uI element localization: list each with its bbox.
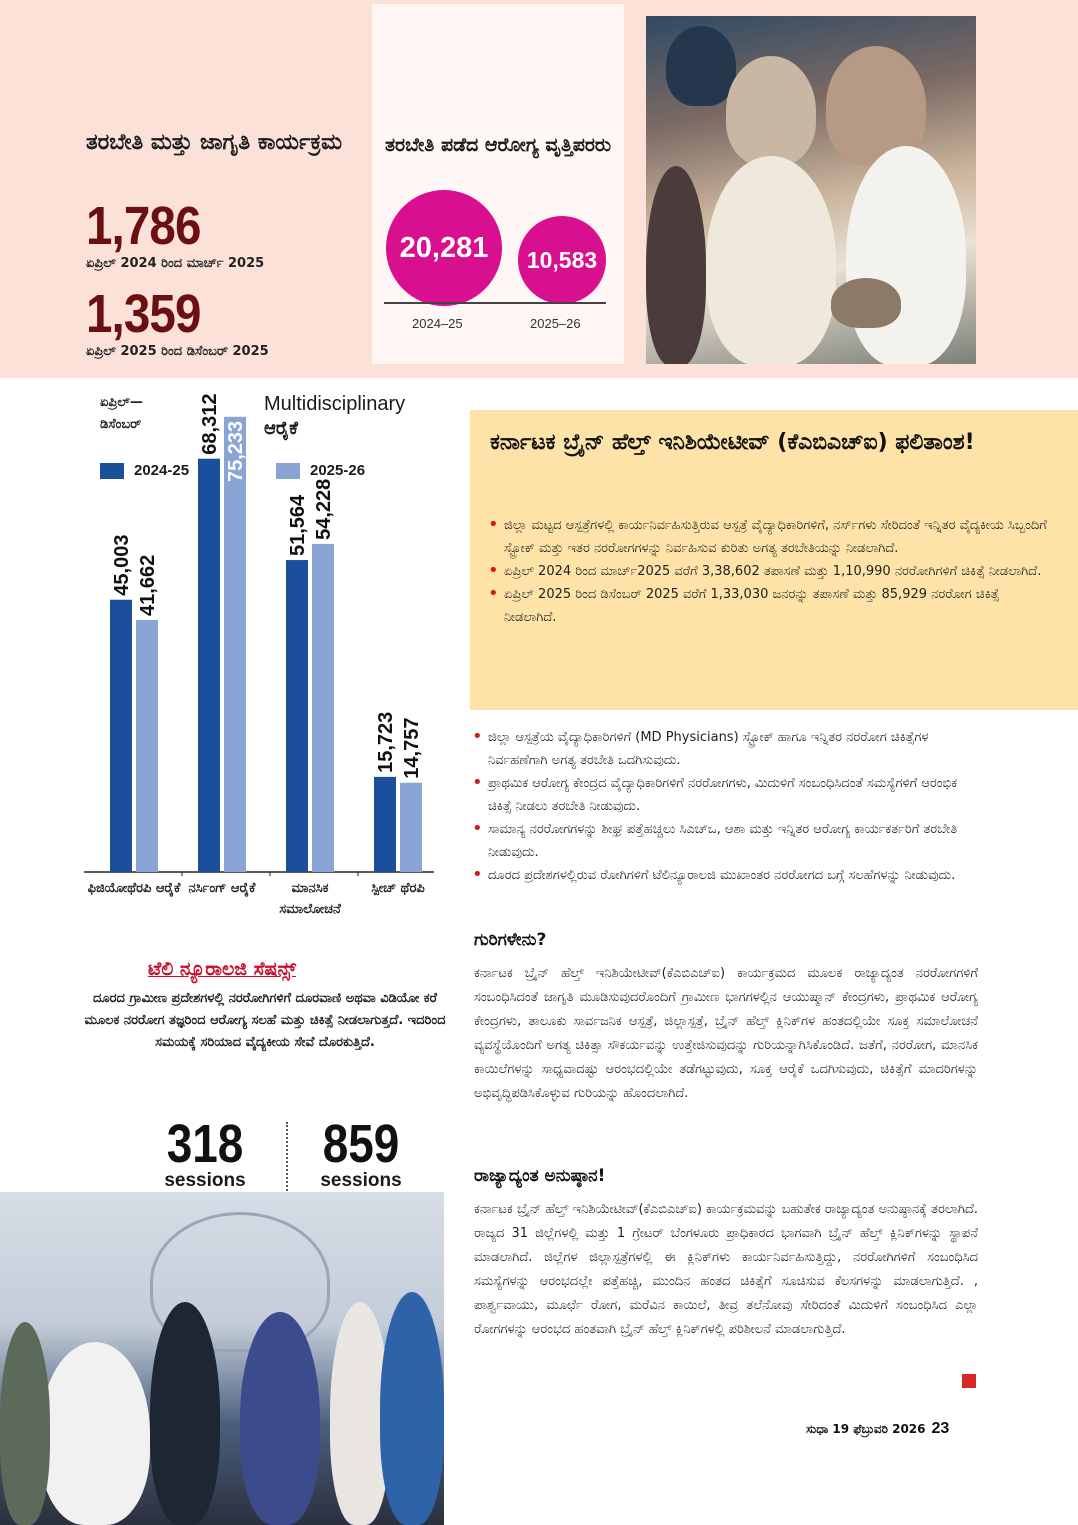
rollout-paragraph: ಕರ್ನಾಟಕ ಬ್ರೈನ್ ಹೆಲ್ತ್ ಇನಿಶಿಯೇಟೀವ್(ಕೆಎಬಿಎಚ್ಐ) ಕಾರ್ಯಕ್ರಮವನ್ನು ಬಹುತೇಕ ರಾಜ್ಯಾದ್ಯಂತ ಅನುಷ್ಠಾನಕ್ಕೆ ತರಲಾಗಿದೆ. ರಾಜ್ಯದ 31 ಜಿಲ್ಲೆಗಳಲ್ಲಿ ಮತ್ತು 1 ಗ್ರೇಟರ್ ಬೆಂಗಳೂರು ಪ್ರಾಧಿಕಾರದ ಭಾಗವಾಗಿ ಬ್ರೈನ್ ಹೆಲ್ತ್ ಕ್ಲಿನಿಕ್‌ಗಳನ್ನು ಸ್ಥಾಪನೆ ಮಾಡಲಾಗಿದೆ. ಜಿಲ್ಲೆಗಳ ಜಿಲ್ಲಾಸ್ಪತ್ರೆಗಳಲ್ಲಿ ಈ ಕ್ಲಿನಿಕ್‌ಗಳು ಕಾರ್ಯನಿರ್ವಹಿಸುತ್ತಿದ್ದು, ನರರೋಗಿಗಳಿಗೆ ಸಂಬಂಧಿಸಿದ ಸಮಸ್ಯೆಗಳನ್ನು ಆರಂಭದಲ್ಲೇ ಪತ್ತೆಹಚ್ಚಿ, ಮುಂದಿನ ಹಂತದ ಚಿಕಿತ್ಸೆಗೆ ಸೂಚಿಸುವ ಕೆಲಸಗಳನ್ನು ಮಾಡಲಾಗುತ್ತಿದೆ. , ಪಾರ್ಶ್ವವಾಯು, ಮೂರ್ಛೆ ರೋಗ, ಮರೆವಿನ ಕಾಯಿಲೆ, ತೀವ್ರ ತಲೆನೋವು ಸೇರಿದಂತೆ ಮಿದುಳಿಗೆ ಸಂಬಂಧಿಸಿದ ಎಲ್ಲಾ ರೋಗಗಳನ್ನು ಆರಂಭದ ಹಂತವಾಗಿ ಬ್ರೈನ್ ಹೆಲ್ತ್ ಕ್ಲಿನಿಕ್‌ಗಳಲ್ಲಿ ಪರಿಶೀಲನೆ ಮಾಡಲಾಗುತ್ತಿದೆ. [474, 1202, 978, 1337]
trained-baseline [384, 302, 606, 304]
data-label-2025-26-0: 41,662 [137, 554, 159, 616]
data-label-2024-25-0: 45,003 [111, 534, 133, 596]
results-item: • ಜಿಲ್ಲಾ ಮಟ್ಟದ ಆಸ್ಪತ್ರೆಗಳಲ್ಲಿ ಕಾರ್ಯನಿರ್ವಹಿಸುತ್ತಿರುವ ಆಸ್ಪತ್ರೆ ವೈದ್ಯಾಧಿಕಾರಿಗಳಿಗೆ, ನರ್ಸ್‌ಗಳು ಸೇರಿದಂತೆ ಇನ್ನಿತರ ವೈದ್ಯಕೀಯ ಸಿಬ್ಬಂದಿಗೆ ಸ್ಟ್ರೋಕ್ ಮತ್ತು ಇತರ ನರರೋಗಗಳನ್ನು ನಿರ್ವಹಿಸುವ ಕುರಿತು ಅಗತ್ಯ ತರಬೇತಿಯನ್ನು ನೀಡಲಾಗಿದೆ. [488, 514, 1054, 560]
sessions-2025-value: 859 [322, 1114, 400, 1174]
issue-label: ಸುಧಾ 19 ಫೆಬ್ರುವರಿ 2026 [806, 1422, 926, 1436]
category-label-speech-therapy: ಸ್ಪೀಚ್ ಥೆರಪಿ [371, 881, 425, 896]
trained-value-2024: 20,281 [386, 190, 502, 306]
chart-title-kannada: ಆರೈಕೆ [264, 418, 298, 439]
sessions-2024-value: 318 [166, 1114, 244, 1174]
sessions-2025-word: sessions [320, 1170, 402, 1191]
results-item: • ಏಪ್ರಿಲ್ 2024 ರಿಂದ ಮಾರ್ಚ್2025 ವರೆಗೆ 3,38,602 ತಪಾಸಣೆ ಮತ್ತು 1,10,990 ನರರೋಗಿಗಳಿಗೆ ಚಿಕಿತ್ಸೆ ನೀಡಲಾಗಿದೆ. [488, 560, 1054, 583]
trained-year-2025: 2025–26 [530, 316, 581, 331]
data-label-2025-26-2: 54,228 [313, 478, 335, 540]
results-title: ಕರ್ನಾಟಕ ಬ್ರೈನ್ ಹೆಲ್ತ್ ಇನಿಶಿಯೇಟೀವ್ (ಕೆಎಬಿಎಚ್ಐ) ಫಲಿತಾಂಶ! [490, 430, 975, 455]
rollout-heading: ರಾಜ್ಯಾದ್ಯಂತ ಅನುಷ್ಠಾನ! [474, 1166, 606, 1186]
stat-2025-caption: ಏಪ್ರಿಲ್ 2025 ರಿಂದ ಡಿಸೆಂಬರ್ 2025 [86, 344, 269, 359]
bar-2024-25-1 [198, 459, 220, 872]
category-label-counselling: ಮಾನಸಿಕ ಸಮಾಲೋಚನೆ [279, 881, 341, 917]
tele-neurology-body: ದೂರದ ಗ್ರಾಮೀಣ ಪ್ರದೇಶಗಳಲ್ಲಿ ನರರೋಗಿಗಳಿಗೆ ದೂರವಾಣಿ ಅಥವಾ ವಿಡಿಯೋ ಕರೆ ಮೂಲಕ ನರರೋಗ ತಜ್ಞರಿಂದ ಆರೋಗ್ಯ ಸಲಹೆ ಮತ್ತು ಚಿಕಿತ್ಸೆ ನೀಡಲಾಗುತ್ತದೆ. ಇದರಿಂದ ಸಮಯಕ್ಕೆ ಸರಿಯಾದ ವೈದ್ಯಕೀಯ ಸೇವೆ ದೊರಕುತ್ತಿದೆ. [84, 991, 446, 1050]
page-number: 23 [931, 1420, 950, 1437]
goals-heading: ಗುರಿಗಳೇನು? [474, 930, 547, 950]
trained-professionals-card [372, 4, 624, 364]
objective-item: • ಪ್ರಾಥಮಿಕ ಆರೋಗ್ಯ ಕೇಂದ್ರದ ವೈದ್ಯಾಧಿಕಾರಿಗಳಿಗೆ ನರರೋಗಗಳು, ಮಿದುಳಿಗೆ ಸಂಬಂಧಿಸಿದಂತೆ ಸಮಸ್ಯೆಗಳಿಗೆ ಆರಂಭಿಕ ಚಿಕಿತ್ಸೆ ನೀಡಲು ತರಬೇತಿ ನೀಡುವುದು. [472, 772, 982, 818]
trained-value-2025: 10,583 [518, 216, 606, 304]
event-photo-top [646, 16, 976, 364]
data-label-2024-25-3: 15,723 [375, 711, 397, 773]
legend-swatch-2024-25 [100, 463, 124, 479]
data-label-2024-25-1: 68,312 [199, 393, 221, 455]
stat-2024-value: 1,786 [86, 196, 201, 256]
stat-2024-caption: ಏಪ್ರಿಲ್ 2024 ರಿಂದ ಮಾರ್ಚ್ 2025 [86, 256, 265, 271]
bar-2025-26-1 [224, 417, 246, 872]
legend-2025-26 [276, 462, 365, 479]
bar-2024-25-2 [286, 560, 308, 872]
chart-period-note: ಏಪ್ರಿಲ್— ಡಿಸೆಂಬರ್ [100, 395, 143, 432]
results-list [488, 514, 1054, 629]
trained-year-2024: 2024–25 [412, 316, 463, 331]
multidisciplinary-care-chart [84, 380, 434, 876]
data-label-2025-26-1: 75,233 [225, 420, 247, 483]
objective-item: • ಸಾಮಾನ್ಯ ನರರೋಗಗಳನ್ನು ಶೀಘ್ರ ಪತ್ತೆಹಚ್ಚಲು ಸಿಎಚ್‌ಒ, ಆಶಾ ಮತ್ತು ಇನ್ನಿತರ ಆರೋಗ್ಯ ಕಾರ್ಯಕರ್ತರಿಗೆ ತರಬೇತಿ ನೀಡುವುದು. [472, 818, 982, 864]
legend-label-2024-25: 2024-25 [134, 462, 190, 479]
event-photo-bottom [0, 1192, 444, 1525]
stat-2025-value: 1,359 [86, 284, 201, 344]
data-label-2024-25-2: 51,564 [287, 494, 309, 557]
program-title: ತರಬೇತಿ ಮತ್ತು ಜಾಗೃತಿ ಕಾರ್ಯಕ್ರಮ [86, 130, 343, 155]
legend-swatch-2025-26 [276, 463, 300, 479]
tele-neurology-title: ಟೆಲಿ ನ್ಯೂರಾಲಜಿ ಸೆಷನ್ಸ್ [148, 958, 296, 980]
bar-2024-25-3 [374, 777, 396, 872]
objective-item: • ಜಿಲ್ಲಾ ಆಸ್ಪತ್ರೆಯ ವೈದ್ಯಾಧಿಕಾರಿಗಳಿಗೆ (MD Physicians) ಸ್ಟ್ರೋಕ್ ಹಾಗೂ ಇನ್ನಿತರ ನರರೋಗ ಚಿಕಿತ್ಸೆಗಳ ನಿರ್ವಹಣೆಗಾಗಿ ಅಗತ್ಯ ತರಬೇತಿ ಒದಗಿಸುವುದು. [472, 726, 982, 772]
results-item: • ಏಪ್ರಿಲ್ 2025 ರಿಂದ ಡಿಸೆಂಬರ್ 2025 ವರೆಗೆ 1,33,030 ಜನರನ್ನು ತಪಾಸಣೆ ಮತ್ತು 85,929 ನರರೋಗ ಚಿಕಿತ್ಸೆ ನೀಡಲಾಗಿದೆ. [488, 583, 1054, 629]
bar-2024-25-0 [110, 600, 132, 872]
goals-paragraph: ಕರ್ನಾಟಕ ಬ್ರೈನ್ ಹೆಲ್ತ್ ಇನಿಶಿಯೇಟೀವ್(ಕೆಎಬಿಎಚ್ಐ) ಕಾರ್ಯಕ್ರಮದ ಮೂಲಕ ರಾಜ್ಯಾದ್ಯಂತ ನರರೋಗಗಳಿಗೆ ಸಂಬಂಧಿಸಿದಂತೆ ಜಾಗೃತಿ ಮೂಡಿಸುವುದರೊಂದಿಗೆ ಗ್ರಾಮೀಣ ಭಾಗಗಳಲ್ಲಿನ ಆಯುಷ್ಮಾನ್ ಕೇಂದ್ರಗಳು, ಪ್ರಾಥಮಿಕ ಆರೋಗ್ಯ ಕೇಂದ್ರಗಳು, ತಾಲೂಕು ಸಾರ್ವಜನಿಕ ಆಸ್ಪತ್ರೆ, ಜಿಲ್ಲಾಸ್ಪತ್ರೆ, ಬ್ರೈನ್ ಹೆಲ್ತ್ ಕ್ಲಿನಿಕ್‌ಗಳ ಹಂತದಲ್ಲಿಯೇ ಸೂಕ್ತ ಸಮಾಲೋಚನೆ ವ್ಯವಸ್ಥೆಯೊಂದಿಗೆ ಅಗತ್ಯ ಚಿಕಿತ್ಸಾ ಸೌಕರ್ಯವನ್ನು ಉತ್ತೇಜಿಸುವುದನ್ನು ಗುರಿಯನ್ನಾಗಿಸಿಕೊಂಡಿದೆ. ಜತೆಗೆ, ನರರೋಗ, ಮಾನಸಿಕ ಕಾಯಿಲೆಗಳನ್ನು ಸಾಧ್ಯವಾದಷ್ಟು ಆರಂಭದಲ್ಲಿಯೇ ತಡೆಗಟ್ಟುವುದು, ಸೂಕ್ತ ಆರೈಕೆ ಒದಗಿಸುವುದು, ಚಿಕಿತ್ಸೆಗೆ ಮಾದರಿಗಳನ್ನು ಅಭಿವೃದ್ಧಿಪಡಿಸಿಕೊಳ್ಳುವ ಗುರಿಯನ್ನು ಹೊಂದಲಾಗಿದೆ. [474, 966, 978, 1101]
legend-label-2025-26: 2025-26 [310, 462, 366, 479]
category-label-nursing: ನರ್ಸಿಂಗ್ ಆರೈಕೆ [188, 881, 256, 896]
sessions-2024-word: sessions [164, 1170, 246, 1191]
data-label-2025-26-3: 14,757 [401, 717, 423, 779]
page-footer [806, 1420, 949, 1438]
category-label-physiotherapy: ಫಿಜಿಯೋಥೆರಪಿ ಆರೈಕೆ [87, 881, 181, 896]
bar-2025-26-0 [136, 620, 158, 872]
trained-title: ತರಬೇತಿ ಪಡೆದ ಆರೋಗ್ಯ ವೃತ್ತಿಪರರು [384, 134, 612, 156]
bar-2025-26-2 [312, 544, 334, 872]
legend-2024-25 [100, 462, 189, 479]
chart-title: Multidisciplinary [264, 393, 406, 415]
objective-item: • ದೂರದ ಪ್ರದೇಶಗಳಲ್ಲಿರುವ ರೋಗಿಗಳಿಗೆ ಟೆಲಿನ್ಯೂರಾಲಜಿ ಮುಖಾಂತರ ನರರೋಗದ ಬಗ್ಗೆ ಸಲಹೆಗಳನ್ನು ನೀಡುವುದು. [472, 864, 982, 887]
objectives-list [472, 726, 982, 887]
article-end-mark [962, 1374, 976, 1388]
kabhi-results-box [470, 410, 1078, 710]
bar-2025-26-3 [400, 783, 422, 872]
